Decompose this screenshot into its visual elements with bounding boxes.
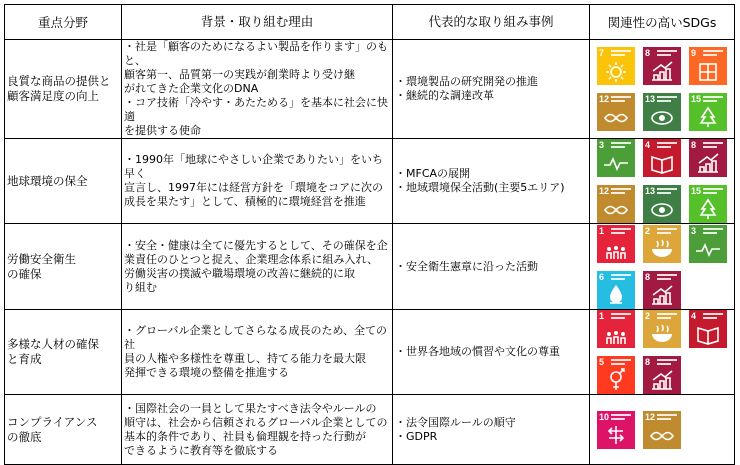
reason-cell-line: 基本的条件であり、社員も倫理観を持った行動が [124,429,366,443]
sdg-6-icon: 6 [597,271,635,309]
focus-area-cell [5,310,122,395]
sdg-4-icon: 4 [643,139,681,177]
sdg-4-icon: 4 [689,310,727,348]
reason-cell-line: ・グローバル企業としてさらなる成長のため、全ての社 [124,324,388,351]
sdgs-cell [590,139,735,224]
focus-area-cell-line: 多様な人材の確保 [7,337,99,351]
header-area: 重点分野 [5,5,122,40]
focus-area-cell [5,224,122,310]
sdg-icon-grid [597,47,727,131]
examples-cell [393,310,590,395]
sdg-3-icon: 3 [597,139,635,177]
sdg-10-icon: 10 [597,411,635,449]
table-row [5,395,735,465]
sdg-8-icon: 8 [643,271,681,309]
examples-cell [393,139,590,224]
examples-cell-line: ・MFCAの展開 [395,167,471,180]
focus-area-cell [5,40,122,139]
reason-cell [122,310,393,395]
examples-cell-line: ・継続的な調達改革 [395,89,494,102]
focus-area-cell-line: の確保 [7,266,42,281]
sdg-13-icon: 13 [643,185,681,223]
reason-cell [122,224,393,310]
sdg-3-icon: 3 [689,225,727,263]
sdgs-cell [590,40,735,139]
reason-cell [122,40,393,139]
focus-area-cell-line: コンプライアンス [7,414,98,429]
reason-cell-line: ・1990年「地球にやさしい企業でありたい」をいち早く [124,153,383,180]
reason-cell-line: 業責任のひとつと捉え、企業理念体系に組み入れ、 [124,252,379,266]
examples-cell-line: ・法令国際ルールの順守 [395,415,516,429]
examples-cell [393,224,590,310]
reason-cell-line: がれてきた企業文化のDNA [124,82,259,95]
sdg-13-icon: 13 [643,93,681,131]
table-row [5,224,735,310]
reason-cell-line: 員の人権や多様性を尊重し、持てる能力を最大限 [124,352,366,365]
examples-cell [393,40,590,139]
header-reason: 背景・取り組む理由 [122,5,393,40]
header-sdgs: 関連性の高いSDGs [590,5,735,40]
focus-area-cell-line: 労働安全衛生 [7,251,76,266]
examples-cell-line: ・世界各地域の慣習や文化の尊重 [395,345,560,358]
sdg-1-icon: 1 [597,225,635,263]
reason-cell-line: ・安全・健康は全てに優先するとして、その確保を企 [124,238,388,252]
focus-area-cell-line: 顧客満足度の向上 [7,89,99,103]
sdg-5-icon: 5 [597,356,635,394]
sdgs-priority-table [4,4,735,465]
focus-area-cell [5,139,122,224]
reason-cell-line: を提供する使命 [124,124,201,137]
table-row [5,40,735,139]
sdg-icon-grid [597,310,727,394]
reason-cell-line: ・社是「顧客のためになるよい製品を作ります」のもと、 [124,40,388,67]
sdg-8-icon: 8 [643,356,681,394]
sdgs-cell [590,395,735,465]
reason-cell [122,139,393,224]
reason-cell [122,395,393,465]
examples-cell-line: ・地域環境保全活動(主要5エリア) [395,181,565,194]
focus-area-cell [5,395,122,465]
reason-cell-line: 順守は、社会から信頼されるグローバル企業としての [124,415,388,429]
sdg-icon-grid [597,411,727,449]
reason-cell-line: り組む [124,280,157,294]
reason-cell-line: できるように教育等を徹底する [124,443,278,457]
table-row [5,310,735,395]
sdg-icon-grid [597,139,727,223]
reason-cell-line: 宣言し、1997年には経営方針を「環境をコアに次の [124,181,383,194]
sdgs-cell [590,310,735,395]
sdg-12-icon: 12 [597,185,635,223]
sdg-15-icon: 15 [689,93,727,131]
sdg-9-icon: 9 [689,47,727,85]
sdg-7-icon: 7 [597,47,635,85]
reason-cell-line: ・コア技術「冷やす・あたためる」を基本に社会に快適 [124,96,388,123]
examples-cell-line: ・環境製品の研究開発の推進 [395,75,538,88]
sdg-8-icon: 8 [689,139,727,177]
sdg-12-icon: 12 [597,93,635,131]
sdg-12-icon: 12 [643,411,681,449]
sdg-1-icon: 1 [597,310,635,348]
examples-cell [393,395,590,465]
sdg-15-icon: 15 [689,185,727,223]
reason-cell-line: 成長を果たす」として、積極的に環境経営を推進 [124,195,366,208]
focus-area-cell-line: 良質な商品の提供と [7,74,111,88]
examples-cell-line: ・GDPR [395,429,438,443]
sdgs-cell [590,224,735,310]
sdg-2-icon: 2 [643,310,681,348]
table-row [5,139,735,224]
focus-area-cell-line: と育成 [7,352,42,366]
sdg-icon-grid [597,225,727,309]
reason-cell-line: ・国際社会の一員として果たすべき法令やルールの [124,401,377,415]
reason-cell-line: 発揮できる環境の整備を推進する [124,366,289,379]
header-examples: 代表的な取り組み事例 [393,5,590,40]
header-row [5,5,735,40]
focus-area-cell-line: の徹底 [7,429,42,444]
reason-cell-line: 労働災害の撲滅や職場環境の改善に継続的に取 [124,266,355,280]
sdg-2-icon: 2 [643,225,681,263]
sdg-8-icon: 8 [643,47,681,85]
focus-area-cell-line: 地球環境の保全 [7,173,88,188]
reason-cell-line: 顧客第一、品質第一の実践が創業時より受け継 [124,68,355,81]
examples-cell-line: ・安全衛生憲章に沿った活動 [395,259,538,273]
